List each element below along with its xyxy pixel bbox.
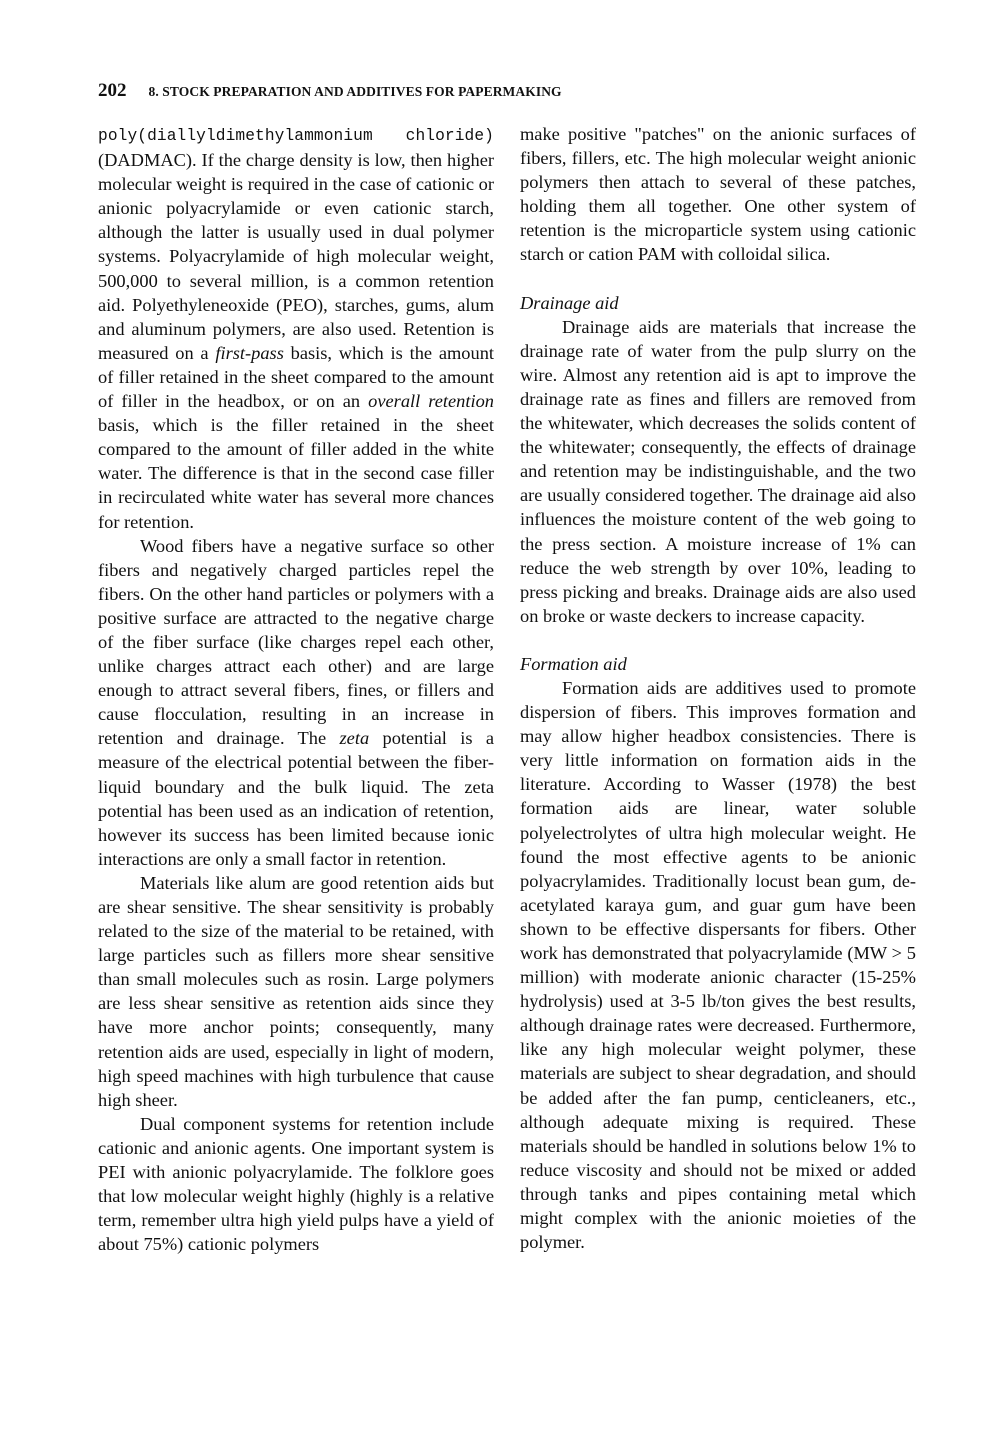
paragraph-shear-sensitivity: Materials like alum are good retention aids but are shear sensitive. The shear sensitivity is probably related to the size of the material to be retained, with large particles such as fillers more shear sensitive than small molecules such as rosin. Large polymers are less shear sensitive as retention aids since they have more anchor points; consequently, many retention aids are used, especially in light of modern, high speed machines with high turbulence that cause high sheer. [98, 872, 494, 1110]
emphasis-first-pass: first-pass [215, 342, 284, 363]
paragraph-drainage-aid: Drainage aids are materials that increase the drainage rate of water from the pulp slurry on the wire. Almost any retention aid is apt to improve the drainage rate as fines and fillers are removed from the whitewater, which decreases the solids content of the whitewater; consequently, the effects of drainage and retention may be indistinguishable, and the two are usually considered together. The drainage aid also influences the moisture content of the web going to the press section. A moisture increase of 1% can reduce the web strength by over 10%, leading to press picking and breaks. Drainage aids are also used on broke or waste deckers to increase capacity. [520, 316, 916, 626]
page-header [98, 80, 918, 104]
chemical-name: poly(diallyldimethylammonium chloride) [98, 127, 494, 145]
paragraph-text: potential is a measure of the electrical potential between the fiber-liquid boundary and the bulk liquid. The zeta potential has been used as an indication of retention, however its success has been limited because ionic interactions are only a small factor in retention. [98, 728, 494, 869]
paragraph-text: basis, which is the amount of filler retained in the sheet compared to the amount of filler in the headbox, or on an [98, 342, 494, 412]
paragraph-dadmac [98, 122, 494, 534]
paragraph-formation-aid: Formation aids are additives used to promote dispersion of fibers. This improves formation and may allow higher headbox consistencies. There is very little information on formation aids in the literature. According to Wasser (1978) the best formation aids are linear, water soluble polyelectrolytes of ultra high molecular weight. He found the most effective agents to be anionic polyacrylamides. Traditionally locust bean gum, de-acetylated karaya gum, and guar gum have been shown to be effective dispersants for fibers. Other work has demonstrated that polyacrylamide (MW > 5 million) with moderate anionic character (15-25% hydrolysis) used at 3-5 lb/ton gives the best results, although drainage rates were decreased. Furthermore, like any high molecular weight polymer, these materials are subject to shear degradation, and should be added after the fan pump, centicleaners, etc., although adequate mixing is required. These materials should be handled in solutions below 1% to reduce viscosity and should not be mixed or added through tanks and pipes containing metal which might complex with the anionic moieties of the polymer. [520, 677, 916, 1253]
emphasis-overall-retention: overall retention [368, 391, 494, 412]
section-heading-drainage-aid: Drainage aid [520, 292, 619, 313]
paragraph-wood-fibers [98, 534, 494, 871]
paragraph-text: (DADMAC). If the charge density is low, then higher molecular weight is required in the case of cationic or anionic polyacrylamide or even cationic starch, although the latter is usually used in dual polymer systems. Polyacrylamide of high molecular weight, 500,000 to several million, is a common retention aid. Polyethyleneoxide (PEO), starches, gums, alum and aluminum polymers, are also used. Retention is measured on a [98, 150, 494, 363]
paragraph-text: basis, which is the filler retained in the sheet compared to the amount of filler added in the white water. The difference is that in the second case filler in recirculated white water has several more chances for retention. [98, 415, 494, 532]
running-head: 8. STOCK PREPARATION AND ADDITIVES FOR PAPERMAKING [148, 84, 562, 99]
section-heading-formation-aid: Formation aid [520, 653, 627, 674]
left-column [98, 122, 494, 1256]
page-number: 202 [98, 80, 127, 101]
paragraph-patches: make positive "patches" on the anionic surfaces of fibers, fillers, etc. The high molecular weight anionic polymers then attach to several of these patches, holding them all together. One other system of retention is the microparticle system using cationic starch or cation PAM with colloidal silica. [520, 124, 916, 265]
right-column [520, 122, 916, 1254]
paragraph-text: Wood fibers have a negative surface so other fibers and negatively charged particles repel the fibers. On the other hand particles or polymers with a positive surface are attracted to the negative charge of the fiber surface (like charges repel each other, unlike charges attract each other) and are large enough to attract several fibers, fines, or fillers and cause flocculation, resulting in an increase in retention and drainage. The [98, 535, 494, 749]
emphasis-zeta: zeta [339, 728, 370, 749]
paragraph-dual-component: Dual component systems for retention include cationic and anionic agents. One important system is PEI with anionic polyacrylamide. The folklore goes that low molecular weight highly (highly is a relative term, remember ultra high yield pulps have a yield of about 75%) cationic polymers [98, 1113, 494, 1255]
